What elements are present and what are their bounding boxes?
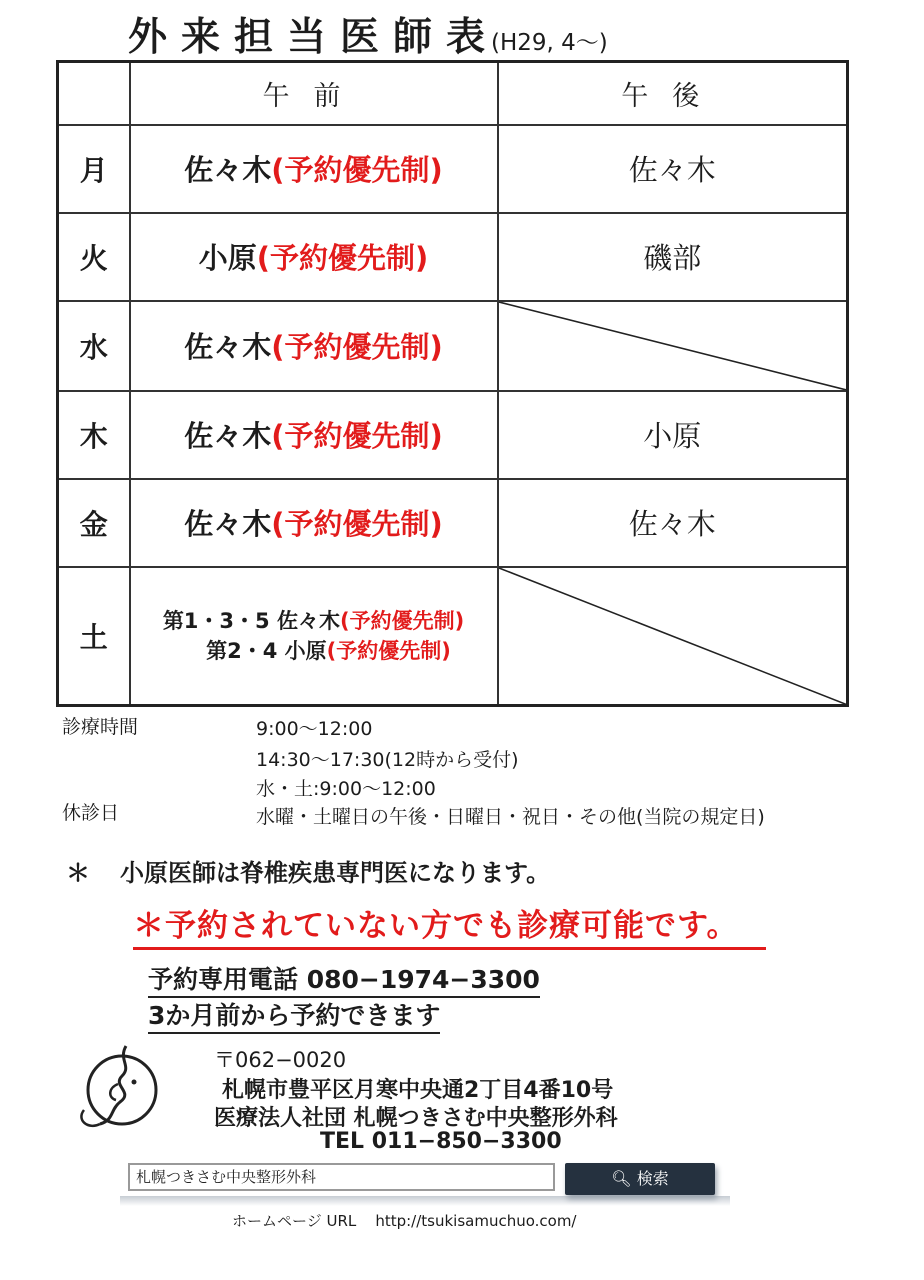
day-cell: 火 [58,213,130,301]
hours-line-2: 14:30〜17:30(12時から受付) [256,749,519,771]
title-date: (H29, 4〜) [491,30,608,56]
corner-cell [58,62,130,125]
day-cell: 木 [58,391,130,479]
saturday-line-2: 第2・4 小原(予約優先制) [206,638,451,663]
clinic-name: 医療法人社団 札幌つきさむ中央整形外科 [214,1106,618,1131]
schedule-table [56,60,849,707]
header-am: 午前 [130,62,498,125]
clinic-logo [74,1040,166,1128]
saturday-am-cell [130,567,498,706]
search-bar-shadow [120,1196,730,1206]
am-cell: 佐々木(予約優先制) [130,479,498,567]
search-button-label: 検索 [636,1169,669,1188]
day-cell: 月 [58,125,130,213]
am-cell: 佐々木(予約優先制) [130,125,498,213]
hours-label: 診療時間 [62,716,139,738]
pm-cell: 磯部 [498,213,848,301]
am-cell: 小原(予約優先制) [130,213,498,301]
pm-cell: 佐々木 [498,125,848,213]
pm-cell: 佐々木 [498,479,848,567]
homepage-link[interactable]: http://tsukisamuchuo.com/ [375,1212,577,1230]
table-row [58,479,848,567]
table-row [58,125,848,213]
saturday-line-1: 第1・3・5 佐々木(予約優先制) [162,608,465,633]
street-address: 札幌市豊平区月寒中央通2丁目4番10号 [222,1078,614,1103]
page-title: 外来担当医師表(H29, 4〜) [128,15,608,60]
postal-code: 〒062−0020 [214,1048,347,1072]
clinic-tel: TEL 011−850−3300 [320,1129,562,1154]
walk-in-notice: ＊予約されていない方でも診療可能です。 [133,900,766,950]
search-icon: 🔍︎ [611,1169,632,1188]
hours-line-1: 9:00〜12:00 [256,718,373,740]
header-pm: 午後 [498,62,848,125]
pm-cell-empty [498,567,848,706]
day-cell: 土 [58,567,130,706]
diagonal-line [499,568,847,705]
search-input[interactable]: 札幌つきさむ中央整形外科 [128,1163,555,1191]
reservation-phone: 予約専用電話 080−1974−3300 [148,960,540,998]
search-button[interactable] [565,1163,715,1195]
day-cell: 金 [58,479,130,567]
closed-days: 水曜・土曜日の午後・日曜日・祝日・その他(当院の規定日) [256,806,765,828]
pm-cell-empty [498,301,848,391]
diagonal-line [499,302,847,390]
pm-cell: 小原 [498,391,848,479]
day-cell: 水 [58,301,130,391]
reservation-advance: 3か月前から予約できます [148,996,440,1034]
table-row-saturday [58,567,848,706]
am-cell: 佐々木(予約優先制) [130,391,498,479]
table-row [58,213,848,301]
table-row [58,301,848,391]
table-row [58,391,848,479]
closed-label: 休診日 [62,802,120,824]
homepage-url: ホームページ URL http://tsukisamuchuo.com/ [232,1212,577,1230]
table-header-row [58,62,848,125]
hours-line-3: 水・土:9:00〜12:00 [256,778,436,800]
am-cell: 佐々木(予約優先制) [130,301,498,391]
specialist-note: ＊ 小原医師は脊椎疾患専門医になります。 [66,859,551,887]
